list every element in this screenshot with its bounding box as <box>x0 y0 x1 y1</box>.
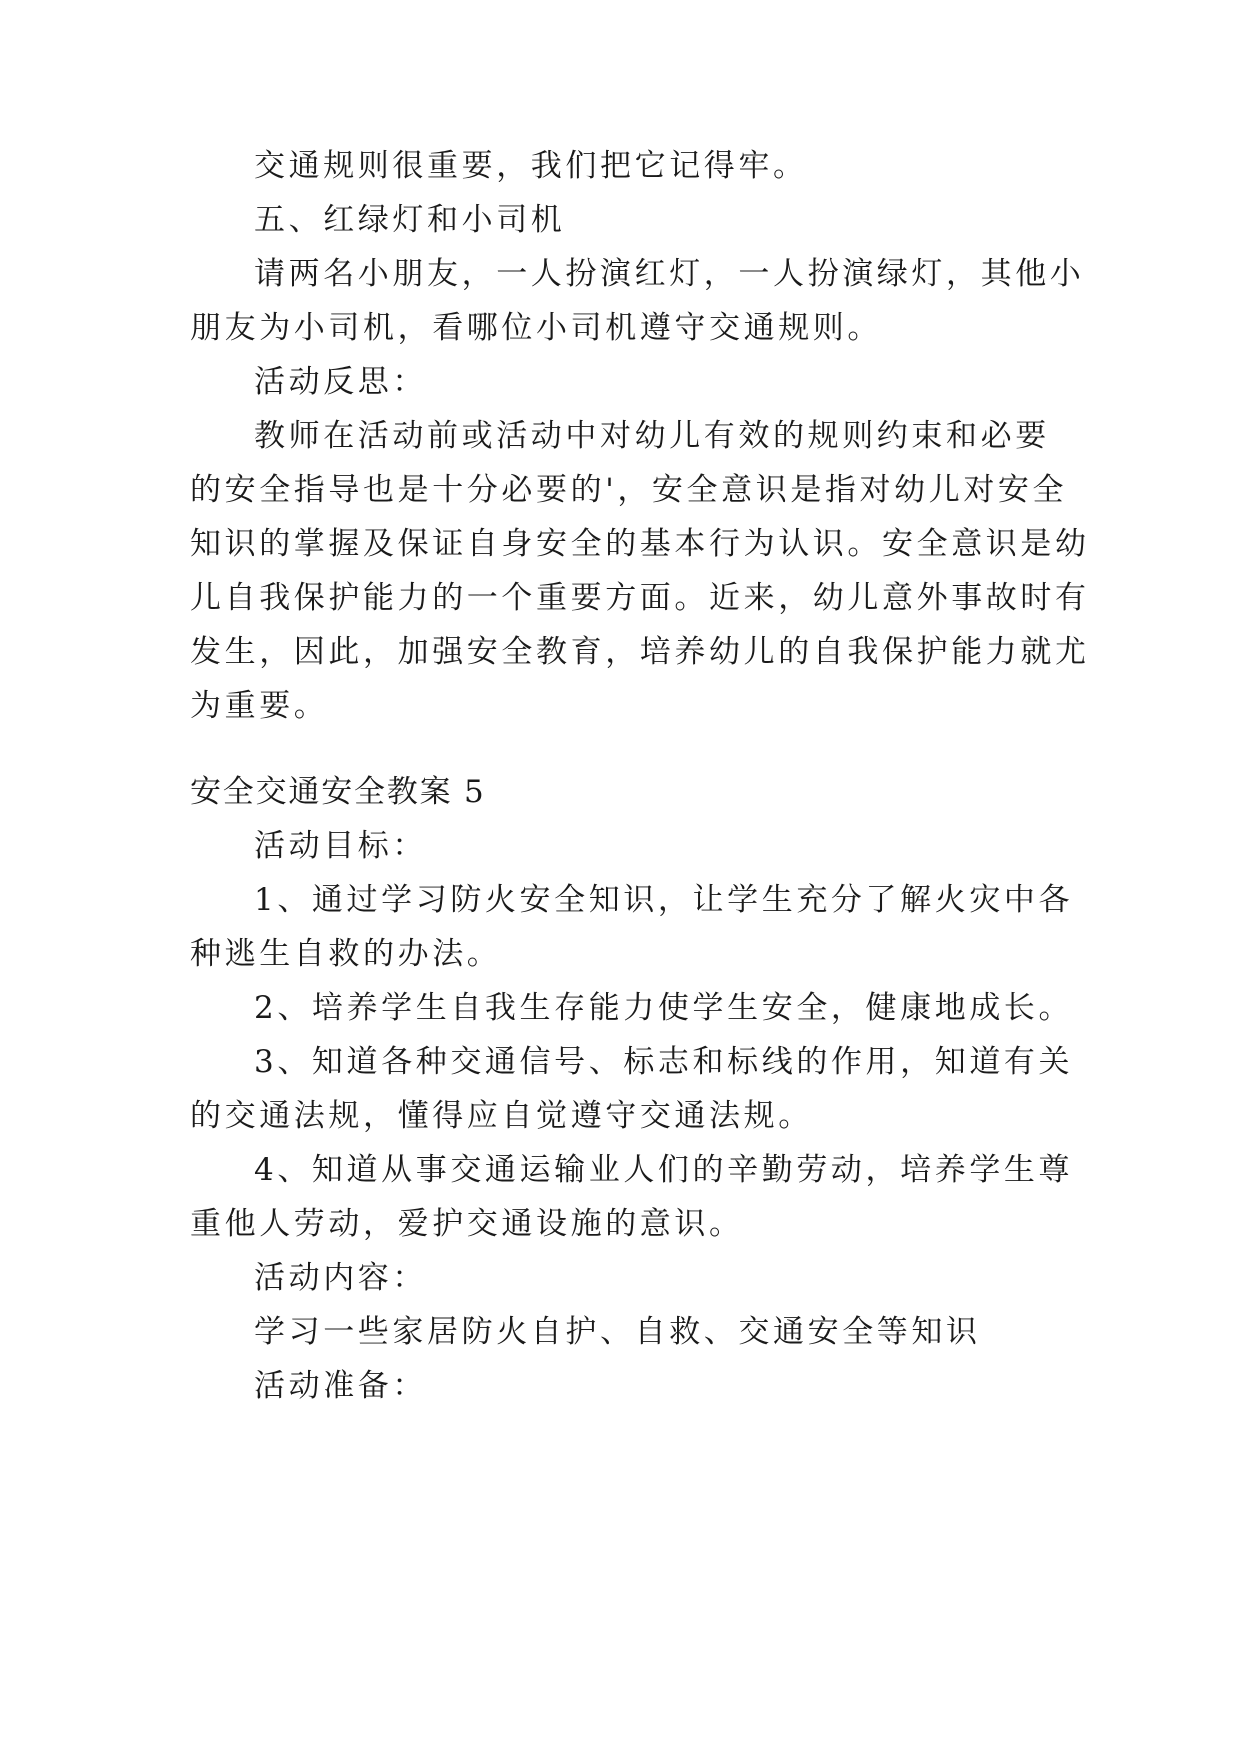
goal-item-1-cont: 种逃生自救的办法。 <box>190 936 502 972</box>
reflection-line: 发生，因此，加强安全教育，培养幼儿的自我保护能力就尤 <box>190 634 1090 670</box>
reflection-line: 儿自我保护能力的一个重要方面。近来，幼儿意外事故时有 <box>190 580 1090 616</box>
step5-text-line: 朋友为小司机，看哪位小司机遵守交通规则。 <box>190 310 882 346</box>
preparation-heading: 活动准备： <box>254 1368 427 1404</box>
goal-item-3: 3、知道各种交通信号、标志和标线的作用，知道有关 <box>254 1044 1074 1080</box>
goal-item-3-cont: 的交通法规，懂得应自觉遵守交通法规。 <box>190 1098 813 1134</box>
goals-heading: 活动目标： <box>254 828 427 864</box>
goal-item-2: 2、培养学生自我生存能力使学生安全，健康地成长。 <box>254 990 1074 1026</box>
rhyme-closing-line: 交通规则很重要，我们把它记得牢。 <box>254 148 808 184</box>
reflection-line: 知识的掌握及保证自身安全的基本行为认识。安全意识是幼 <box>190 526 1090 562</box>
goal-item-4-cont: 重他人劳动，爱护交通设施的意识。 <box>190 1206 744 1242</box>
step5-heading: 五、红绿灯和小司机 <box>254 202 566 238</box>
reflection-heading: 活动反思： <box>254 364 427 400</box>
goal-item-1: 1、通过学习防火安全知识，让学生充分了解火灾中各 <box>254 882 1074 918</box>
reflection-line: 为重要。 <box>190 688 329 724</box>
reflection-line: 教师在活动前或活动中对幼儿有效的规则约束和必要 <box>254 418 1050 454</box>
section-title: 安全交通安全教案 5 <box>190 774 486 810</box>
content-text: 学习一些家居防火自护、自救、交通安全等知识 <box>254 1314 981 1350</box>
reflection-line: 的安全指导也是十分必要的'，安全意识是指对幼儿对安全 <box>190 472 1068 508</box>
content-heading: 活动内容： <box>254 1260 427 1296</box>
step5-text-line: 请两名小朋友，一人扮演红灯，一人扮演绿灯，其他小 <box>254 256 1085 292</box>
goal-item-4: 4、知道从事交通运输业人们的辛勤劳动，培养学生尊 <box>254 1152 1074 1188</box>
